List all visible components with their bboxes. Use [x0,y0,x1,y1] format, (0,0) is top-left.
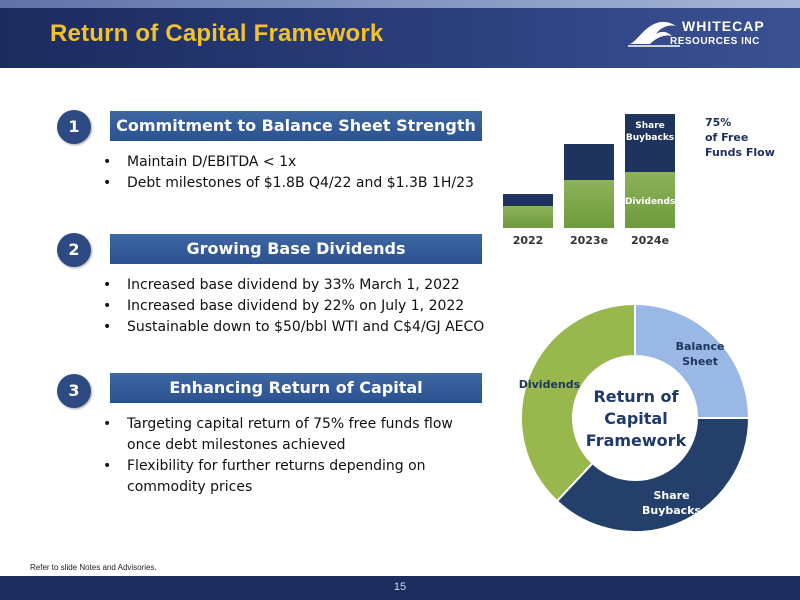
segment-label-dividends: Dividends [625,197,676,207]
donut-center-label [576,386,696,452]
stacked-bar-chart [495,108,695,248]
bullet-item: • Increased base dividend by 22% on July 1, 2022 [103,296,484,317]
bullet-item: • Sustainable down to $50/bbl WTI and C$4/GJ AECO [103,317,484,338]
section-number-3: 3 [57,374,91,408]
free-funds-flow-callout [705,115,775,160]
bullet-item: • Debt milestones of $1.8B Q4/22 and $1.3B 1H/23 [103,173,474,194]
donut-label-line: Dividends [518,378,581,392]
center-line: Capital [604,409,668,428]
footnote: Refer to slide Notes and Advisories. [30,563,157,572]
section-number-1: 1 [57,110,91,144]
bullet-item: • Maintain D/EBITDA < 1x [103,152,474,173]
section-number-2: 2 [57,233,91,267]
bullet-item: • Flexibility for further returns depending on [103,456,453,477]
bullet-item: once debt milestones achieved [127,437,346,453]
x-tick-label: 2023e [569,234,609,247]
donut-label-line: Buybacks [641,504,702,518]
section-heading-2: Growing Base Dividends [110,234,482,264]
bar-segment-dividends [503,206,553,228]
page-number: 15 [393,581,407,593]
bullet-item: • Increased base dividend by 33% March 1, 2022 [103,275,484,296]
bar-plot-area [495,108,695,228]
segment-label-buybacks [625,120,675,144]
bar-segment-dividends [564,180,614,228]
donut-slice-label [660,339,740,369]
section-2-bullets [103,275,484,338]
slide-title: Return of Capital Framework [50,20,384,47]
section-3-bullets [103,414,453,498]
bullet-item: commodity prices [127,479,253,495]
donut-label-line: Sheet [682,354,719,368]
logo-wordmark: WHITECAP [682,18,765,34]
company-logo [628,16,768,56]
x-tick-label: 2024e [630,234,670,247]
bar-segment-buybacks [503,194,553,206]
x-axis-ticks [495,234,695,250]
donut-label-line: Share [653,489,690,503]
center-line: Framework [585,431,687,450]
section-heading-1: Commitment to Balance Sheet Strength [110,111,482,141]
donut-slice-label [632,488,712,518]
logo-subtitle: RESOURCES INC [670,36,760,47]
section-heading-3: Enhancing Return of Capital [110,373,482,403]
donut-label-line: Balance [675,339,725,353]
callout-line: 75% [705,116,732,129]
bullet-item: • Targeting capital return of 75% free funds flow [103,414,453,435]
slide-footer [0,576,800,600]
segment-label-line: Share [635,121,665,131]
callout-line: of Free [705,131,749,144]
top-accent-strip [0,0,800,8]
callout-line: Funds Flow [705,146,775,159]
x-tick-label: 2022 [512,234,544,247]
bar-segment-buybacks [564,144,614,180]
section-1-bullets [103,152,474,194]
segment-label-line: Buybacks [625,133,675,143]
center-line: Return of [593,387,679,406]
